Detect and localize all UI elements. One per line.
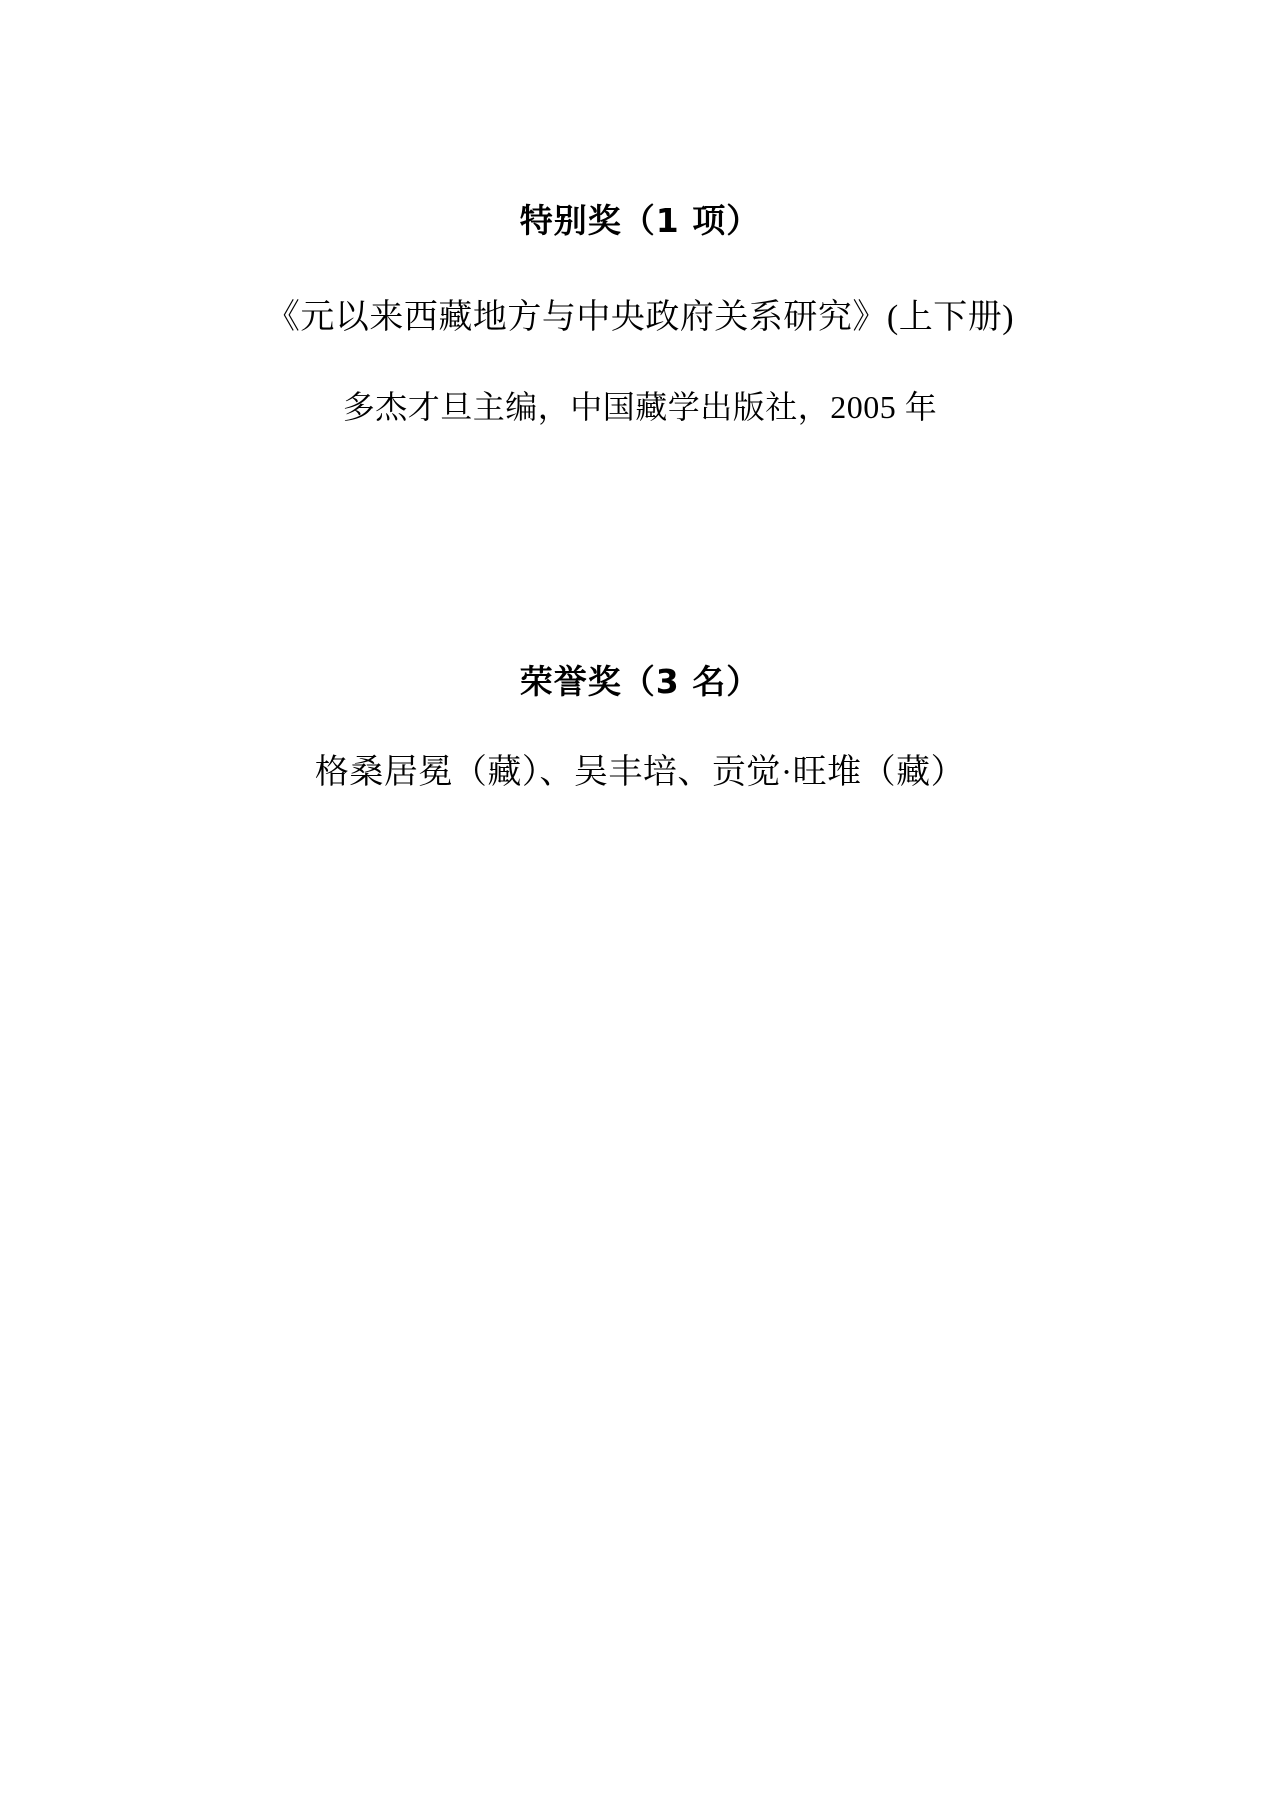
section-special-award <box>0 0 1280 431</box>
honor-award-heading: 荣誉奖（3 名） <box>519 662 761 702</box>
special-award-heading: 特别奖（1 项） <box>519 201 761 240</box>
special-award-work-credit: 多杰才旦主编，中国藏学出版社，2005 年 <box>342 389 938 426</box>
honor-award-recipient-names: 格桑居冕（藏）、吴丰培、贡觉·旺堆（藏） <box>314 754 966 792</box>
section-honor-award <box>0 431 1280 798</box>
special-award-work-title: 《元以来西藏地方与中央政府关系研究》(上下册) <box>265 299 1015 337</box>
